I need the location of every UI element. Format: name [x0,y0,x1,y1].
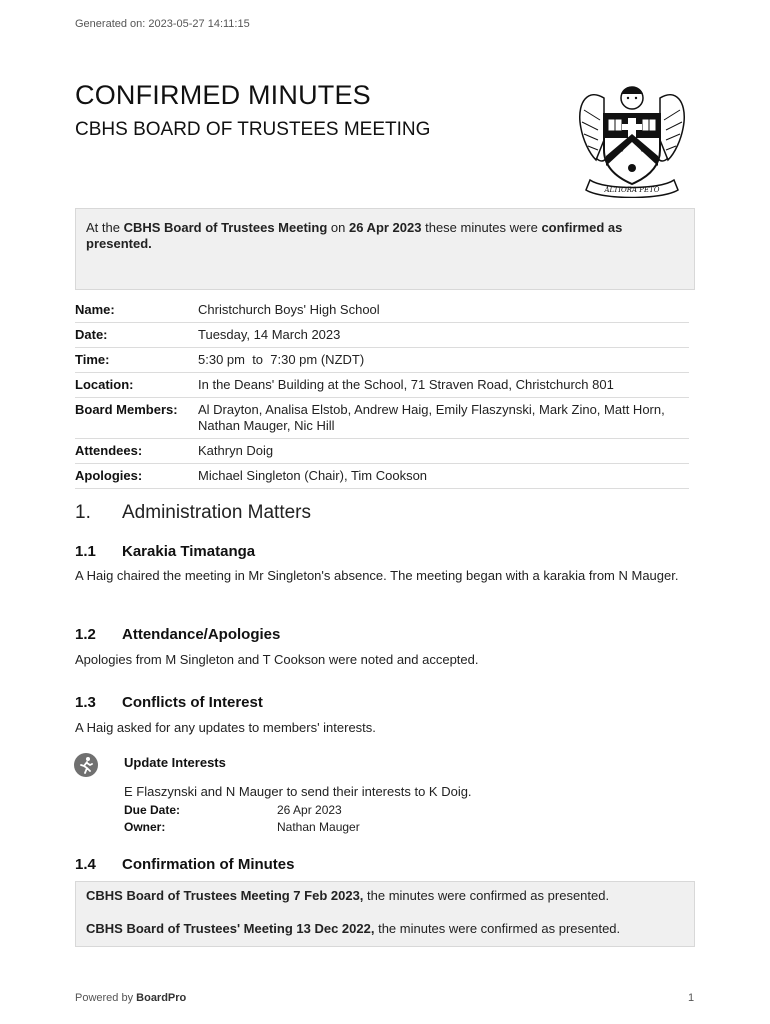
minutes-meeting: CBHS Board of Trustees Meeting 7 Feb 2023, [86,888,364,903]
subsection-number: 1.3 [75,694,96,711]
info-label: Date: [75,327,108,342]
info-label: Attendees: [75,443,143,458]
brand-name: BoardPro [136,992,187,1004]
crest-motto: ALTIORA PETO [604,186,660,194]
generated-timestamp: Generated on: 2023-05-27 14:11:15 [75,18,250,30]
confirmation-on: on [327,220,349,235]
info-value: Christchurch Boys' High School [198,302,380,317]
section-number: 1. [75,502,91,523]
footer-powered-by [75,992,186,1004]
confirmed-minutes-list [75,881,695,947]
karakia-text: A Haig chaired the meeting in Mr Singleton's absence. The meeting began with a karakia from N Mauger. [75,568,679,583]
owner-value: Nathan Mauger [277,820,360,834]
confirmation-prefix: At the [86,220,124,235]
action-text: E Flaszynski and N Mauger to send their interests to K Doig. [124,784,472,799]
subsection-title: Attendance/Apologies [122,626,281,643]
confirmation-notice [75,208,695,290]
running-person-icon [74,753,98,777]
meeting-info-table [75,298,689,489]
info-value: Tuesday, 14 March 2023 [198,327,341,342]
info-row-name [75,298,689,323]
info-value: Al Drayton, Analisa Elstob, Andrew Haig, Emily Flaszynski, Mark Zino, Matt Horn, Nathan Mauger, Nic Hill [198,402,665,433]
section-heading-administration [75,502,311,524]
subsection-title: Confirmation of Minutes [122,856,295,873]
info-row-time [75,348,689,373]
page-number: 1 [688,992,695,1004]
list-item [86,888,684,904]
powered-by-label: Powered by [75,992,137,1004]
info-label: Name: [75,302,115,317]
confirmation-status: confirmed as presented. [86,220,623,251]
info-label: Location: [75,377,134,392]
due-date-label: Due Date: [124,803,181,817]
confirmation-date: 26 Apr 2023 [348,220,422,235]
info-value: 5:30 pm to 7:30 pm (NZDT) [198,352,365,367]
owner-label: Owner: [124,820,166,834]
minutes-status: the minutes were confirmed as presented. [363,888,610,903]
info-label: Apologies: [75,468,143,483]
info-value: In the Deans' Building at the School, 71 Straven Road, Christchurch 801 [198,377,614,392]
minutes-status: the minutes were confirmed as presented. [374,921,621,936]
page-subtitle: CBHS BOARD OF TRUSTEES MEETING [75,119,431,140]
info-value: Kathryn Doig [198,443,274,458]
subsection-heading-conflicts [75,694,263,711]
info-value: Michael Singleton (Chair), Tim Cookson [198,468,428,483]
info-label: Time: [75,352,110,367]
info-row-attendees [75,439,689,464]
info-row-location [75,373,689,398]
subsection-number: 1.2 [75,626,96,643]
subsection-title: Karakia Timatanga [122,543,256,560]
info-row-apologies [75,464,689,489]
action-title: Update Interests [124,755,226,770]
subsection-heading-confirmation [75,856,295,873]
subsection-title: Conflicts of Interest [122,694,263,711]
subsection-heading-karakia [75,543,255,560]
confirmation-meeting: CBHS Board of Trustees Meeting [123,220,328,235]
attendance-text: Apologies from M Singleton and T Cookson were noted and accepted. [75,652,479,667]
page-title: CONFIRMED MINUTES [75,80,371,110]
subsection-number: 1.1 [75,543,96,560]
info-row-board-members [75,398,689,439]
minutes-meeting: CBHS Board of Trustees' Meeting 13 Dec 2022, [86,921,375,936]
subsection-number: 1.4 [75,856,96,873]
list-item [86,921,684,937]
conflicts-text: A Haig asked for any updates to members' interests. [75,720,376,735]
subsection-heading-attendance [75,626,280,643]
info-row-date [75,323,689,348]
due-date-value: 26 Apr 2023 [277,803,342,817]
action-owner [124,820,360,834]
section-title: Administration Matters [122,502,312,523]
school-crest-logo [574,80,690,198]
confirmation-middle: these minutes were [421,220,542,235]
info-label: Board Members: [75,402,178,417]
action-due-date [124,803,342,817]
